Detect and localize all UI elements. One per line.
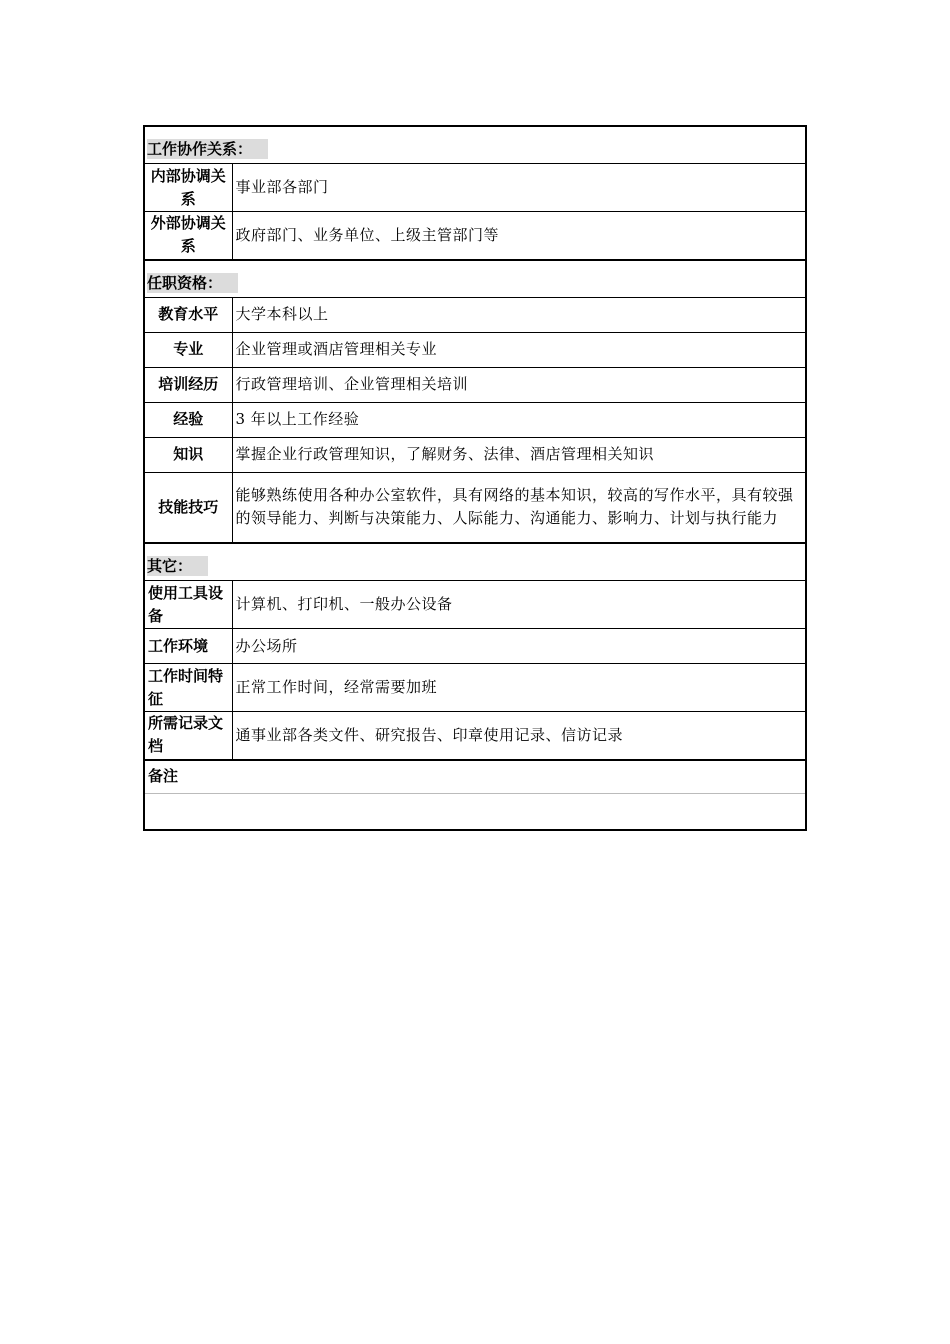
table-row xyxy=(144,664,806,712)
table-row xyxy=(144,437,806,472)
row-label-experience: 经验 xyxy=(144,402,232,437)
row-value-internal-coordination: 事业部各部门 xyxy=(232,164,806,212)
row-label-education: 教育水平 xyxy=(144,297,232,332)
table-row xyxy=(144,402,806,437)
table-row xyxy=(144,212,806,260)
row-value-skills: 能够熟练使用各种办公室软件，具有网络的基本知识，较高的写作水平，具有较强的领导能力、判断与决策能力、人际能力、沟通能力、影响力、计划与执行能力 xyxy=(232,472,806,543)
row-value-tools: 计算机、打印机、一般办公设备 xyxy=(232,581,806,629)
row-label-tools: 使用工具设备 xyxy=(144,581,232,629)
row-value-experience: 3 年以上工作经验 xyxy=(232,402,806,437)
row-label-environment: 工作环境 xyxy=(144,629,232,664)
row-value-work-hours: 正常工作时间，经常需要加班 xyxy=(232,664,806,712)
section-title-qualification: 任职资格： xyxy=(147,273,238,293)
table-row xyxy=(144,367,806,402)
section-header-other xyxy=(144,543,806,581)
row-label-skills: 技能技巧 xyxy=(144,472,232,543)
row-value-training: 行政管理培训、企业管理相关培训 xyxy=(232,367,806,402)
row-label-training: 培训经历 xyxy=(144,367,232,402)
row-value-external-coordination: 政府部门、业务单位、上级主管部门等 xyxy=(232,212,806,260)
table-row xyxy=(144,712,806,760)
row-label-work-hours: 工作时间特征 xyxy=(144,664,232,712)
row-value-major: 企业管理或酒店管理相关专业 xyxy=(232,332,806,367)
row-value-education: 大学本科以上 xyxy=(232,297,806,332)
row-value-knowledge: 掌握企业行政管理知识，了解财务、法律、酒店管理相关知识 xyxy=(232,437,806,472)
row-label-major: 专业 xyxy=(144,332,232,367)
section-title-other: 其它： xyxy=(147,556,208,576)
section-title-notes: 备注 xyxy=(144,760,806,794)
row-label-internal-coordination: 内部协调关系 xyxy=(144,164,232,212)
table-row xyxy=(144,164,806,212)
notes-value xyxy=(144,793,806,830)
row-value-records: 通事业部各类文件、研究报告、印章使用记录、信访记录 xyxy=(232,712,806,760)
job-description-table xyxy=(143,125,807,831)
table-row xyxy=(144,297,806,332)
section-header-qualification xyxy=(144,260,806,298)
section-header-notes xyxy=(144,760,806,794)
section-header-cooperation xyxy=(144,126,806,164)
table-row xyxy=(144,629,806,664)
table-row xyxy=(144,332,806,367)
row-label-records: 所需记录文档 xyxy=(144,712,232,760)
row-label-knowledge: 知识 xyxy=(144,437,232,472)
table-row xyxy=(144,472,806,543)
row-label-external-coordination: 外部协调关系 xyxy=(144,212,232,260)
notes-row xyxy=(144,793,806,830)
table-row xyxy=(144,581,806,629)
row-value-environment: 办公场所 xyxy=(232,629,806,664)
section-title-cooperation: 工作协作关系： xyxy=(147,139,268,159)
